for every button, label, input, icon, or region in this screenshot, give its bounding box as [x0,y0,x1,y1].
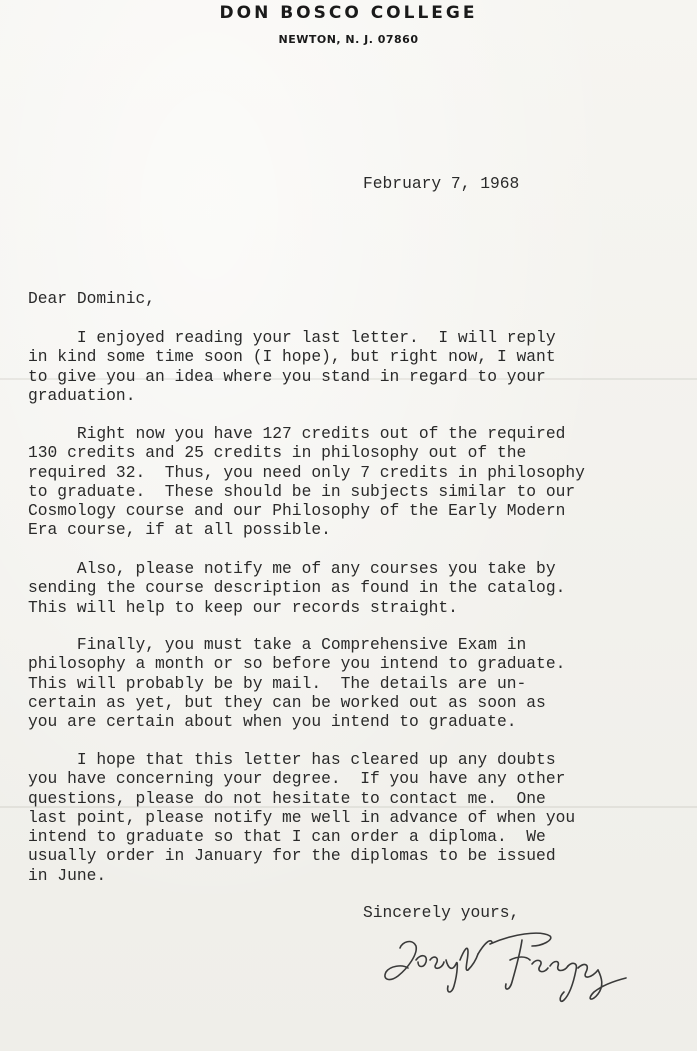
handwritten-signature-icon [372,920,642,1020]
closing: Sincerely yours, [363,903,520,922]
letter-date: February 7, 1968 [363,174,520,193]
body-paragraph-4: Finally, you must take a Comprehensive Exam in philosophy a month or so before you intend to graduate. This will probably be by mail. The details are un- certain as yet, but they can be worked out as soon as you are certain about when you intend to graduate. [28,635,566,732]
body-paragraph-2: Right now you have 127 credits out of the required 130 credits and 25 credits in philosophy out of the required 32. Thus, you need only 7 credits in philosophy to graduate. These should be in subjects similar to our Cosmology course and our Philosophy of the Early Modern Era course, if at all possible. [28,424,585,540]
salutation: Dear Dominic, [28,289,156,308]
letterhead-address: NEWTON, N. J. 07860 [278,33,419,46]
body-paragraph-1: I enjoyed reading your last letter. I will reply in kind some time soon (I hope), but right now, I want to give you an idea where you stand in regard to your graduation. [28,328,556,405]
letterhead-name: DON BOSCO COLLEGE [219,3,478,23]
body-paragraph-5: I hope that this letter has cleared up any doubts you have concerning your degree. If you have any other questions, please do not hesitate to contact me. One last point, please notify me well in advance of when you intend to graduate so that I can order a diploma. We usually order in January for the diplomas to be issued in June. [28,750,576,885]
body-paragraph-3: Also, please notify me of any courses you take by sending the course description as found in the catalog. This will help to keep our records straight. [28,559,566,617]
